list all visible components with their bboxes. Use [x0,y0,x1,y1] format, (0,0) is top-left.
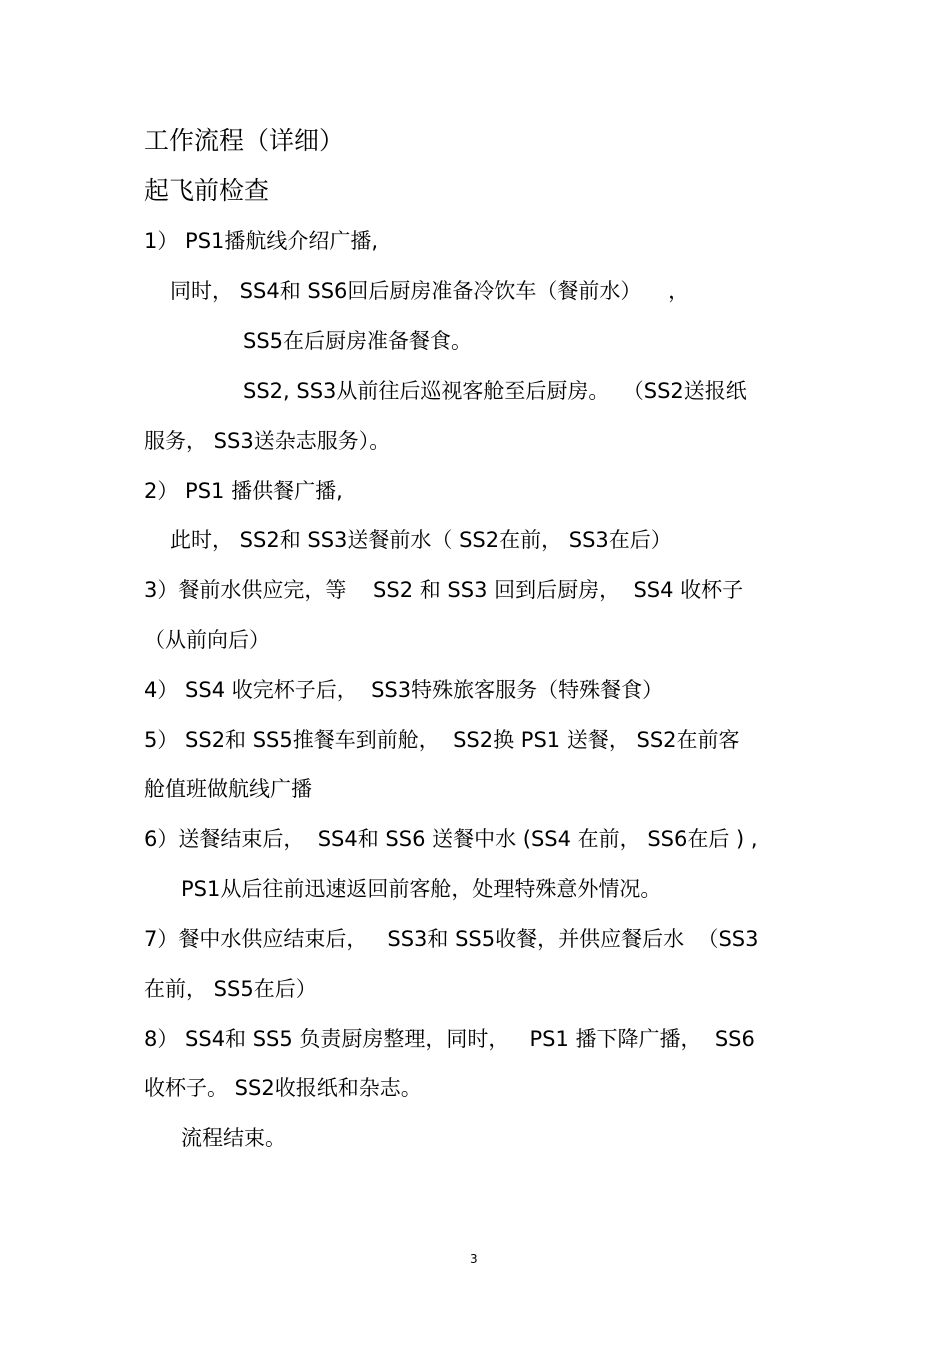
paragraph-line: PS1从后往前迅速返回前客舱，处理特殊意外情况。 [181,877,662,901]
closing-line: 流程结束。 [181,1126,286,1150]
paragraph-line: 6）送餐结束后， SS4和 SS6 送餐中水 (SS4 在前， SS6在后 ) , [144,827,758,851]
paragraph-line: 同时， SS4和 SS6回后厨房准备冷饮车（餐前水） ， [170,279,690,303]
paragraph-line: SS2, SS3从前往后巡视客舱至后厨房。 （SS2送报纸 [243,379,747,403]
page-number: 3 [470,1252,478,1266]
paragraph-line: 此时， SS2和 SS3送餐前水（ SS2在前， SS3在后） [170,528,672,552]
section-heading: 起飞前检查 [144,176,270,205]
paragraph-line: SS5在后厨房准备餐食。 [243,329,473,353]
paragraph-line: （从前向后） [144,628,270,652]
paragraph-line: 2） PS1 播供餐广播, [144,479,343,503]
paragraph-line: 在前， SS5在后） [144,977,317,1001]
paragraph-line: 1） PS1播航线介绍广播, [144,229,379,253]
paragraph-line: 3）餐前水供应完，等 SS2 和 SS3 回到后厨房， SS4 收杯子 [144,578,744,602]
paragraph-line: 4） SS4 收完杯子后， SS3特殊旅客服务（特殊餐食） [144,678,664,702]
paragraph-line: 服务， SS3送杂志服务）。 [144,429,391,453]
paragraph-line: 7）餐中水供应结束后， SS3和 SS5收餐，并供应餐后水 （SS3 [144,927,759,951]
paragraph-line: 5） SS2和 SS5推餐车到前舱， SS2换 PS1 送餐， SS2在前客 [144,728,740,752]
document-title: 工作流程（详细） [144,126,345,155]
paragraph-line: 舱值班做航线广播 [144,777,312,801]
paragraph-line: 收杯子。 SS2收报纸和杂志。 [144,1076,422,1100]
paragraph-line: 8） SS4和 SS5 负责厨房整理，同时， PS1 播下降广播， SS6 [144,1027,755,1051]
